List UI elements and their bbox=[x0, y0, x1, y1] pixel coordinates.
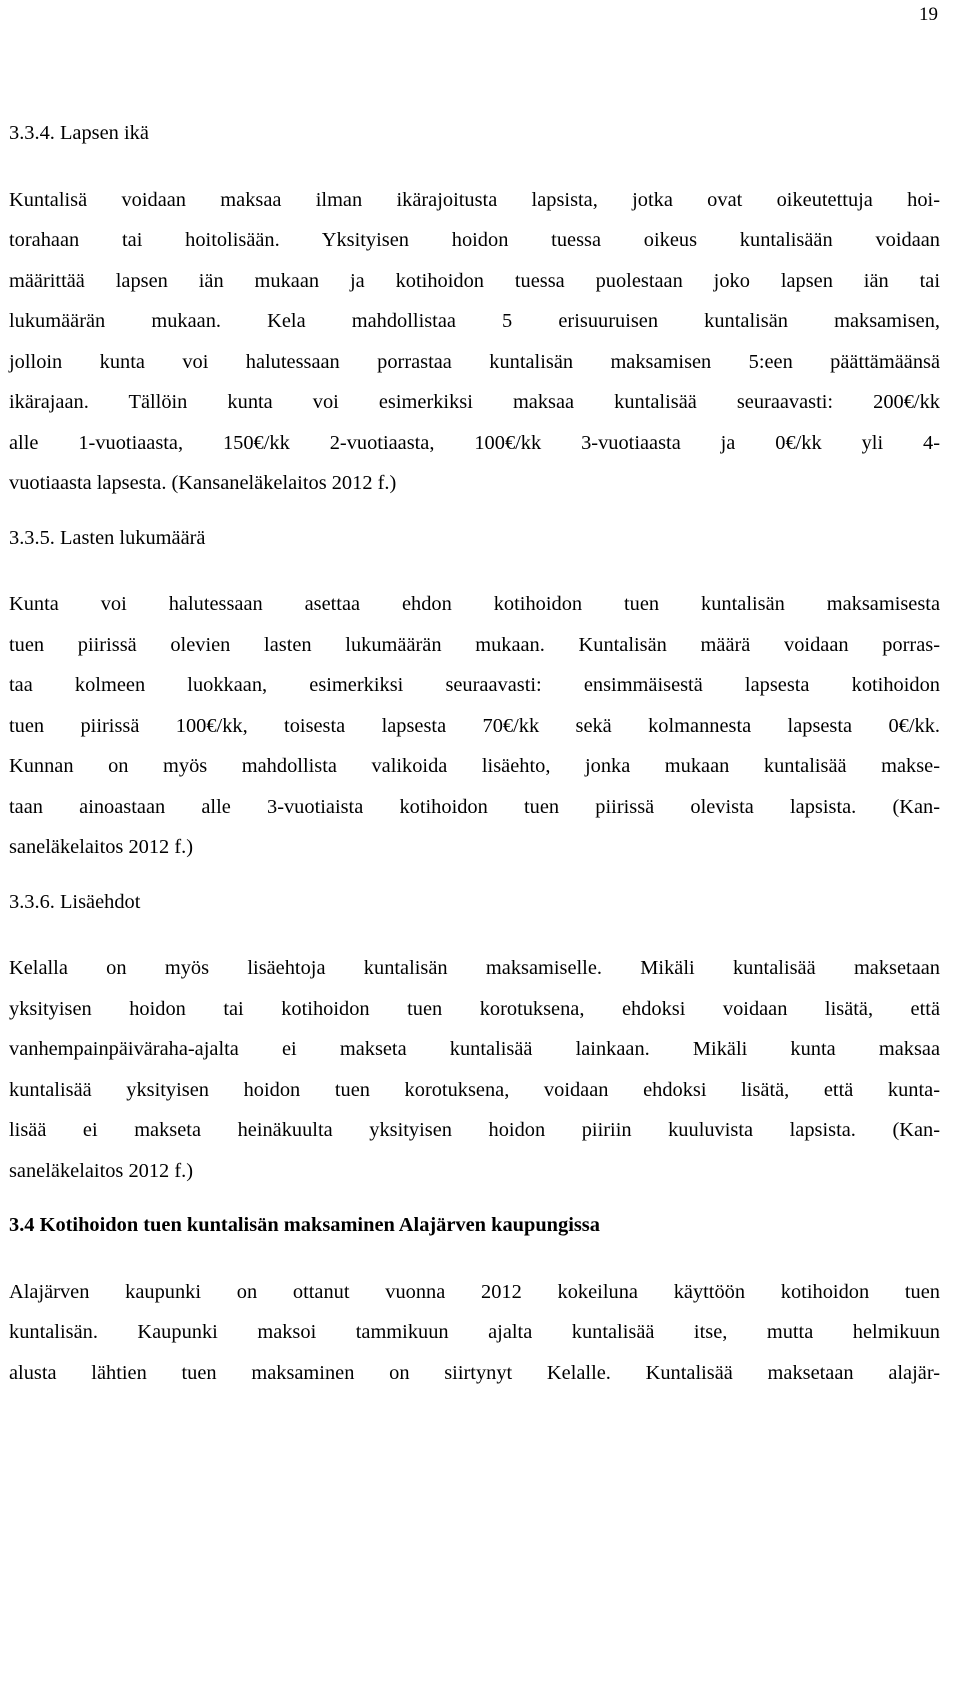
text-line: Kelalla on myös lisäehtoja kuntalisän maksamiselle. Mikäli kuntalisää maksetaan bbox=[9, 957, 940, 979]
section-heading-lapsen-ika: 3.3.4. Lapsen ikä bbox=[9, 122, 149, 144]
document-body bbox=[9, 113, 940, 1393]
text-line: tuen piirissä olevien lasten lukumäärän mukaan. Kuntalisän määrä voidaan porras- bbox=[9, 633, 940, 656]
text-line: yksityisen hoidon tai kotihoidon tuen korotuksena, ehdoksi voidaan lisätä, että bbox=[9, 997, 940, 1020]
text-line: jolloin kunta voi halutessaan porrastaa kuntalisän maksamisen 5:een päättämäänsä bbox=[9, 350, 940, 373]
text-line: Kunnan on myös mahdollista valikoida lisäehto, jonka mukaan kuntalisää makse- bbox=[9, 755, 940, 777]
text-line: kuntalisää yksityisen hoidon tuen korotuksena, voidaan ehdoksi lisätä, että kunta- bbox=[9, 1078, 940, 1101]
text-line: vuotiaasta lapsesta. (Kansaneläkelaitos 2012 f.) bbox=[9, 472, 397, 494]
text-line: ikärajaan. Tällöin kunta voi esimerkiksi maksaa kuntalisää seuraavasti: 200€/kk bbox=[9, 391, 940, 413]
paragraph-lisaehdot bbox=[9, 948, 940, 1191]
section-heading-lisaehdot: 3.3.6. Lisäehdot bbox=[9, 890, 141, 913]
paragraph-lasten-lukumaara bbox=[9, 584, 940, 868]
text-line: tuen piirissä 100€/kk, toisesta lapsesta 70€/kk sekä kolmannesta lapsesta 0€/kk. bbox=[9, 714, 940, 737]
text-line: lisää ei makseta heinäkuulta yksityisen hoidon piiriin kuuluvista lapsista. (Kan- bbox=[9, 1119, 940, 1141]
text-line: saneläkelaitos 2012 f.) bbox=[9, 1159, 194, 1182]
text-line: alle 1-vuotiaasta, 150€/kk 2-vuotiaasta, 100€/kk 3-vuotiaasta ja 0€/kk yli 4- bbox=[9, 431, 940, 454]
paragraph-kuntalisa-alajarvi bbox=[9, 1272, 940, 1394]
text-line: taan ainoastaan alle 3-vuotiaista kotihoidon tuen piirissä olevista lapsista. (Kan- bbox=[9, 795, 940, 818]
section-heading-lasten-lukumaara: 3.3.5. Lasten lukumäärä bbox=[9, 526, 206, 549]
text-line: vanhempainpäiväraha-ajalta ei makseta kuntalisää lainkaan. Mikäli kunta maksaa bbox=[9, 1038, 940, 1060]
text-line: Alajärven kaupunki on ottanut vuonna 2012 kokeiluna käyttöön kotihoidon tuen bbox=[9, 1280, 940, 1303]
section-heading-kuntalisa-alajarvi: 3.4 Kotihoidon tuen kuntalisän maksaminen Alajärven kaupungissa bbox=[9, 1214, 600, 1236]
paragraph-lapsen-ika bbox=[9, 180, 940, 504]
text-line: saneläkelaitos 2012 f.) bbox=[9, 836, 194, 858]
text-line: määrittää lapsen iän mukaan ja kotihoidon tuessa puolestaan joko lapsen iän tai bbox=[9, 269, 940, 292]
text-line: taa kolmeen luokkaan, esimerkiksi seuraavasti: ensimmäisestä lapsesta kotihoidon bbox=[9, 674, 940, 696]
text-line: Kuntalisä voidaan maksaa ilman ikärajoitusta lapsista, jotka ovat oikeutettuja hoi- bbox=[9, 188, 940, 211]
text-line: alusta lähtien tuen maksaminen on siirtynyt Kelalle. Kuntalisää maksetaan alajär- bbox=[9, 1361, 940, 1384]
page-number: 19 bbox=[919, 4, 938, 25]
text-line: kuntalisän. Kaupunki maksoi tammikuun ajalta kuntalisää itse, mutta helmikuun bbox=[9, 1321, 940, 1343]
text-line: Kunta voi halutessaan asettaa ehdon kotihoidon tuen kuntalisän maksamisesta bbox=[9, 593, 940, 615]
text-line: lukumäärän mukaan. Kela mahdollistaa 5 erisuuruisen kuntalisän maksamisen, bbox=[9, 310, 940, 332]
text-line: torahaan tai hoitolisään. Yksityisen hoidon tuessa oikeus kuntalisään voidaan bbox=[9, 229, 940, 251]
